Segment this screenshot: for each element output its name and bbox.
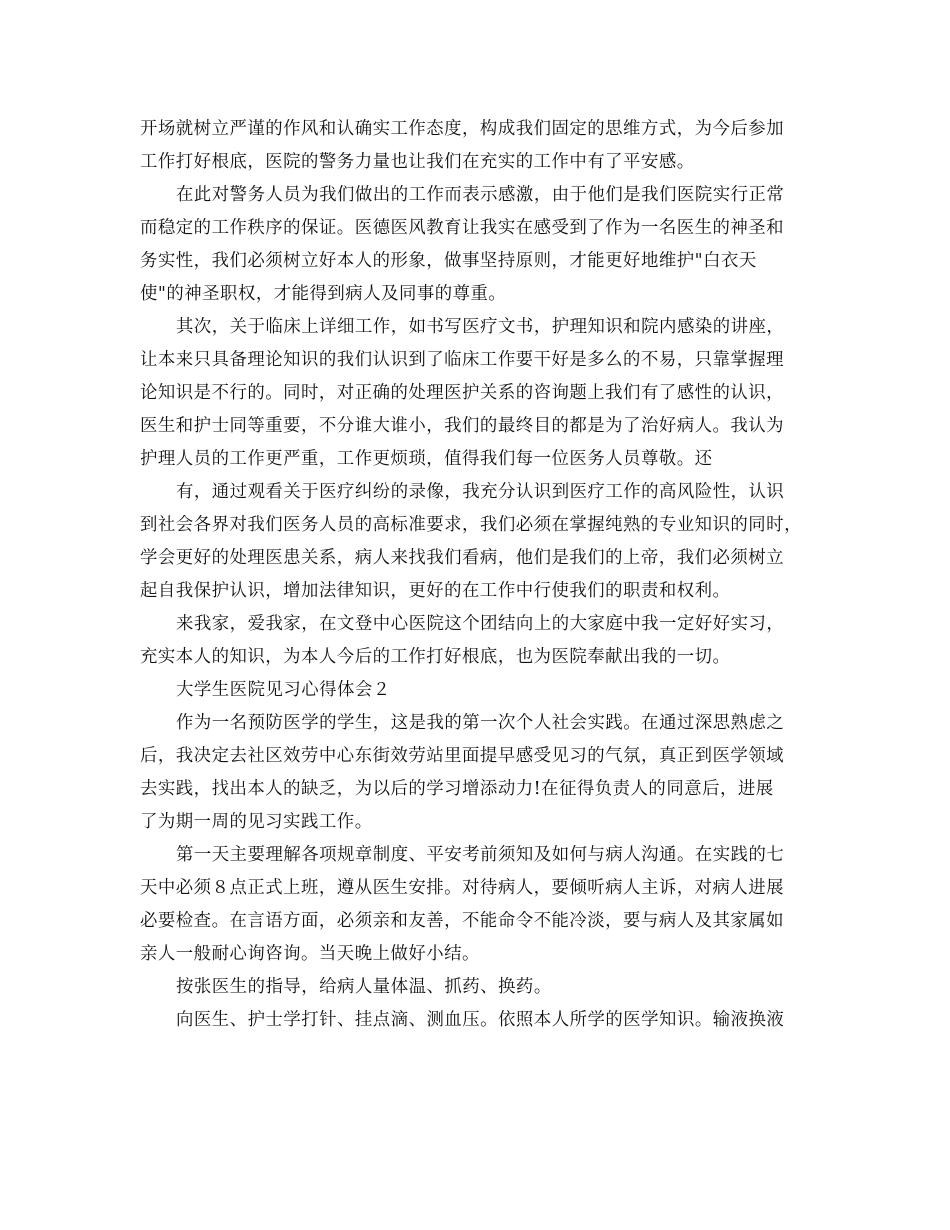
text-line: 充实本人的知识，为本人今后的工作打好根底，也为医院奉献出我的一切。 (140, 647, 731, 667)
text-line: 在此对警务人员为我们做出的工作而表示感激，由于他们是我们医院实行正常 (176, 185, 785, 205)
text-line: 亲人一般耐心询咨询。当天晚上做好小结。 (140, 944, 480, 964)
text-line: 使"的神圣职权，才能得到病人及同事的尊重。 (140, 284, 507, 304)
text-line: 学会更好的处理医患关系，病人来找我们看病，他们是我们的上帝，我们必须树立 (140, 548, 785, 568)
text-line: 让本来只具备理论知识的我们认识到了临床工作要干好是多么的不易，只靠掌握理 (140, 350, 785, 370)
document-body (140, 113, 820, 1037)
text-line: 第一天主要理解各项规章制度、平安考前须知及如何与病人沟通。在实践的七 (176, 845, 785, 865)
text-line: 到社会各界对我们医务人员的高标准要求，我们必须在掌握纯熟的专业知识的同时， (140, 515, 802, 535)
text-line: 向医生、护士学打针、挂点滴、测血压。依照本人所学的医学知识。输液换液 (176, 1010, 785, 1030)
text-line: 护理人员的工作更严重，工作更烦琐，值得我们每一位医务人员尊敬。还 (140, 449, 713, 469)
text-line: 工作打好根底，医院的警务力量也让我们在充实的工作中有了平安感。 (140, 152, 695, 172)
text-line: 起自我保护认识，增加法律知识，更好的在工作中行使我们的职责和权利。 (140, 581, 731, 601)
text-line: 务实性，我们必须树立好本人的形象，做事坚持原则，才能更好地维护"白衣天 (140, 251, 757, 271)
text-line: 后，我决定去社区效劳中心东街效劳站里面提早感受见习的气氛，真正到医学领域 (140, 746, 785, 766)
text-line: 必要检查。在言语方面，必须亲和友善，不能命令不能冷淡，要与病人及其家属如 (140, 911, 785, 931)
text-line: 作为一名预防医学的学生，这是我的第一次个人社会实践。在通过深思熟虑之 (176, 713, 785, 733)
text-line: 按张医生的指导，给病人量体温、抓药、换药。 (176, 977, 552, 997)
text-line: 论知识是不行的。同时，对正确的处理医护关系的咨询题上我们有了感性的认识， (140, 383, 785, 403)
text-line: 天中必须８点正式上班，遵从医生安排。对待病人，要倾听病人主诉，对病人进展 (140, 878, 785, 898)
text-line: 有，通过观看关于医疗纠纷的录像，我充分认识到医疗工作的高风险性，认识 (176, 482, 785, 502)
text-line: 来我家，爱我家，在文登中心医院这个团结向上的大家庭中我一定好好实习， (176, 614, 785, 634)
text-line: 开场就树立严谨的作风和认确实工作态度，构成我们固定的思维方式，为今后参加 (140, 119, 785, 139)
text-line: 去实践，找出本人的缺乏，为以后的学习增添动力!在征得负责人的同意后，进展 (140, 779, 774, 799)
text-line: 医生和护士同等重要，不分谁大谁小，我们的最终目的都是为了治好病人。我认为 (140, 416, 785, 436)
section-heading: 大学生医院见习心得体会２ (176, 680, 391, 700)
text-line: 其次，关于临床上详细工作，如书写医疗文书，护理知识和院内感染的讲座， (176, 317, 785, 337)
text-line: 了为期一周的见习实践工作。 (140, 812, 373, 832)
text-line: 而稳定的工作秩序的保证。医德医风教育让我实在感受到了作为一名医生的神圣和 (140, 218, 785, 238)
